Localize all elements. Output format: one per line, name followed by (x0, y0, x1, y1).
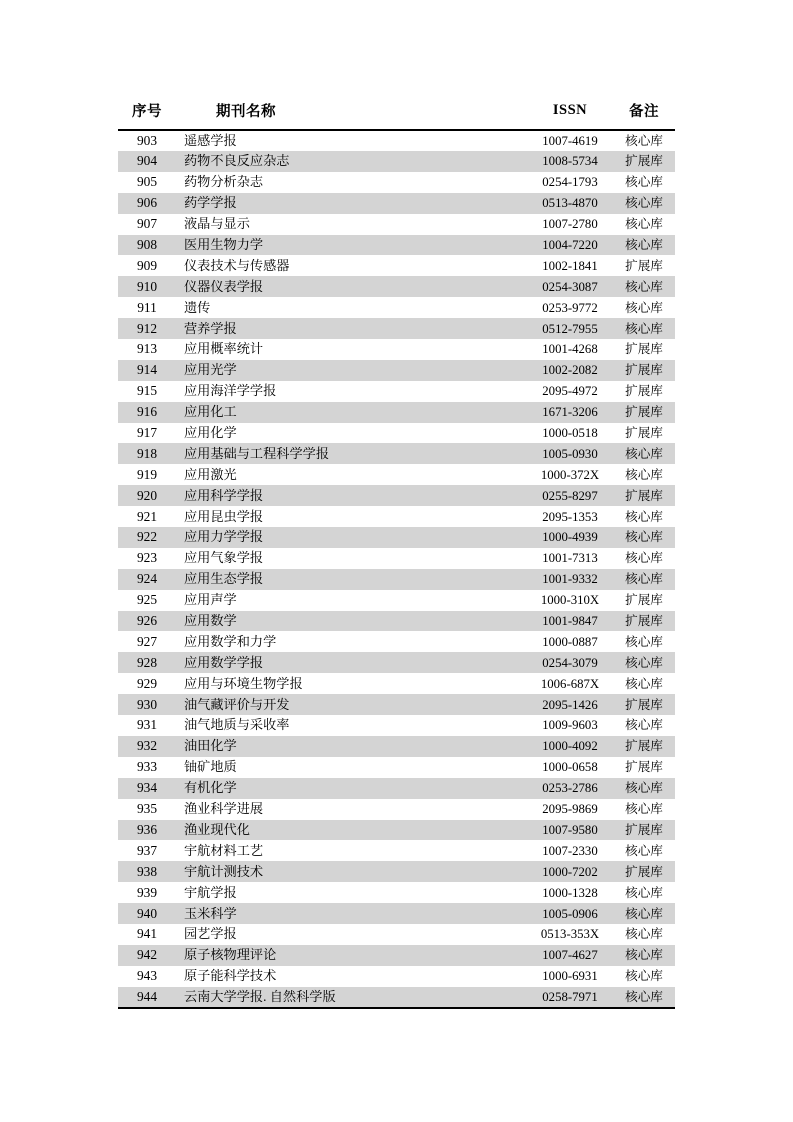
cell-issn: 1000-310X (540, 593, 600, 608)
cell-issn: 1001-7313 (542, 551, 598, 566)
cell-no: 936 (118, 820, 176, 841)
cell-note: 核心库 (625, 927, 663, 942)
table-row (118, 443, 675, 464)
table-row (118, 151, 675, 172)
cell-note: 核心库 (625, 509, 663, 524)
table-row (118, 590, 675, 611)
table-row (118, 339, 675, 360)
cell-no: 915 (136, 383, 158, 399)
cell-issn: 1008-5734 (527, 151, 613, 172)
cell-no: 908 (118, 235, 176, 256)
cell-issn: 1007-4619 (542, 134, 598, 148)
cell-no: 943 (136, 968, 158, 984)
cell-no: 941 (136, 926, 158, 942)
cell-name: 宇航计测技术 (176, 861, 527, 882)
cell-issn: 1000-0518 (542, 426, 598, 441)
cell-no: 916 (118, 402, 176, 423)
cell-name: 应用气象学报 (184, 550, 264, 566)
cell-note: 扩展库 (625, 342, 663, 357)
cell-note: 扩展库 (625, 384, 663, 399)
table-row (118, 757, 675, 778)
table-row (118, 569, 675, 590)
cell-no: 931 (136, 717, 158, 733)
cell-issn: 1001-4268 (542, 342, 598, 357)
cell-name: 应用海洋学学报 (184, 383, 277, 399)
cell-name: 渔业科学进展 (184, 801, 264, 817)
cell-issn: 1007-9580 (527, 820, 613, 841)
cell-note: 扩展库 (613, 402, 675, 423)
table-row (118, 506, 675, 527)
cell-issn: 1002-2082 (527, 360, 613, 381)
table-row (118, 945, 675, 966)
cell-no: 904 (118, 151, 176, 172)
cell-no: 937 (136, 842, 158, 858)
cell-no: 929 (136, 675, 158, 691)
cell-issn: 0254-3087 (527, 276, 613, 297)
table-row (118, 820, 675, 841)
cell-issn: 1000-7202 (527, 861, 613, 882)
column-header-note: 备注 (613, 96, 675, 130)
cell-no: 913 (136, 341, 158, 357)
cell-issn: 1000-6931 (542, 969, 598, 984)
cell-note: 扩展库 (613, 611, 675, 632)
cell-name: 药物不良反应杂志 (176, 151, 527, 172)
cell-no: 921 (136, 508, 158, 524)
cell-name: 应用数学和力学 (184, 633, 277, 649)
cell-no: 917 (136, 425, 158, 441)
cell-issn: 0253-9772 (542, 300, 598, 315)
cell-no: 911 (137, 299, 157, 315)
cell-no: 923 (136, 550, 158, 566)
cell-note: 扩展库 (613, 151, 675, 172)
cell-issn: 1002-1841 (542, 258, 598, 273)
cell-no: 918 (118, 443, 176, 464)
cell-note: 扩展库 (613, 736, 675, 757)
cell-issn: 1005-0930 (527, 443, 613, 464)
cell-no: 934 (118, 778, 176, 799)
table-row (118, 360, 675, 381)
table-row (118, 423, 675, 444)
table-row (118, 694, 675, 715)
cell-name: 仪器仪表学报 (176, 276, 527, 297)
table-row (118, 527, 675, 548)
cell-note: 核心库 (613, 903, 675, 924)
cell-name: 油气地质与采收率 (184, 717, 290, 733)
cell-issn: 1007-2330 (542, 843, 598, 858)
cell-issn: 0513-4870 (527, 193, 613, 214)
cell-name: 应用概率统计 (184, 341, 264, 357)
cell-name: 应用激光 (184, 466, 237, 482)
cell-issn: 0254-1793 (542, 175, 598, 190)
table-row (118, 924, 675, 945)
cell-note: 核心库 (613, 443, 675, 464)
cell-no: 925 (136, 592, 158, 608)
cell-no: 930 (118, 694, 176, 715)
table-row (118, 882, 675, 903)
column-header-issn: ISSN (527, 96, 613, 130)
cell-name: 云南大学学报. 自然科学版 (176, 987, 527, 1008)
cell-no: 939 (136, 884, 158, 900)
cell-no: 910 (118, 276, 176, 297)
table-row (118, 611, 675, 632)
cell-name: 宇航学报 (184, 884, 237, 900)
cell-no: 944 (118, 987, 176, 1008)
cell-no: 926 (118, 611, 176, 632)
cell-issn: 1001-9847 (527, 611, 613, 632)
cell-note: 核心库 (613, 987, 675, 1008)
cell-issn: 1000-4939 (527, 527, 613, 548)
cell-note: 扩展库 (625, 426, 663, 441)
table-body (118, 130, 675, 1008)
cell-issn: 1007-2780 (542, 217, 598, 232)
table-row (118, 778, 675, 799)
cell-note: 核心库 (625, 300, 663, 315)
cell-name: 油气藏评价与开发 (176, 694, 527, 715)
table-row (118, 631, 675, 652)
cell-no: 909 (136, 257, 158, 273)
table-row (118, 255, 675, 276)
cell-note: 核心库 (625, 718, 663, 733)
cell-no: 914 (118, 360, 176, 381)
journal-list-table (118, 96, 675, 1009)
cell-note: 核心库 (613, 276, 675, 297)
cell-issn: 1007-4627 (527, 945, 613, 966)
cell-issn: 1001-9332 (527, 569, 613, 590)
cell-no: 935 (136, 801, 158, 817)
cell-issn: 0255-8297 (527, 485, 613, 506)
table-row (118, 966, 675, 987)
cell-name: 玉米科学 (176, 903, 527, 924)
table-row (118, 673, 675, 694)
cell-name: 遥感学报 (184, 133, 237, 148)
cell-name: 铀矿地质 (184, 759, 237, 775)
cell-note: 核心库 (625, 175, 663, 190)
cell-note: 扩展库 (625, 760, 663, 775)
cell-issn: 1671-3206 (527, 402, 613, 423)
cell-issn: 1000-4092 (527, 736, 613, 757)
cell-name: 仪表技术与传感器 (184, 257, 290, 273)
table-row (118, 172, 675, 193)
cell-name: 宇航材料工艺 (184, 842, 264, 858)
cell-note: 核心库 (613, 778, 675, 799)
cell-note: 扩展库 (613, 820, 675, 841)
cell-note: 核心库 (613, 945, 675, 966)
cell-name: 应用力学学报 (176, 527, 527, 548)
cell-note: 核心库 (625, 217, 663, 232)
cell-no: 920 (118, 485, 176, 506)
cell-issn: 1005-0906 (527, 903, 613, 924)
cell-name: 药物分析杂志 (184, 174, 264, 190)
cell-name: 应用科学学报 (176, 485, 527, 506)
cell-issn: 2095-9869 (542, 802, 598, 817)
cell-no: 940 (118, 903, 176, 924)
cell-note: 扩展库 (613, 485, 675, 506)
cell-name: 园艺学报 (184, 926, 237, 942)
table-row (118, 402, 675, 423)
cell-issn: 0253-2786 (527, 778, 613, 799)
table-row (118, 130, 675, 151)
cell-name: 应用基础与工程科学学报 (176, 443, 527, 464)
table-header (118, 96, 675, 130)
cell-note: 核心库 (625, 134, 663, 148)
cell-name: 医用生物力学 (176, 235, 527, 256)
cell-name: 营养学报 (176, 318, 527, 339)
table-header-row (118, 96, 675, 130)
cell-note: 扩展库 (625, 258, 663, 273)
table-row (118, 214, 675, 235)
cell-name: 应用昆虫学报 (184, 508, 264, 524)
cell-issn: 2095-1426 (527, 694, 613, 715)
cell-note: 核心库 (625, 802, 663, 817)
cell-note: 核心库 (613, 193, 675, 214)
cell-note: 核心库 (625, 969, 663, 984)
cell-note: 核心库 (625, 676, 663, 691)
table-row (118, 861, 675, 882)
cell-issn: 0254-3079 (527, 652, 613, 673)
cell-issn: 1009-9603 (542, 718, 598, 733)
cell-name: 应用数学学报 (176, 652, 527, 673)
cell-no: 932 (118, 736, 176, 757)
cell-no: 903 (136, 133, 158, 148)
cell-issn: 1000-0658 (542, 760, 598, 775)
cell-name: 应用化工 (176, 402, 527, 423)
cell-note: 核心库 (613, 318, 675, 339)
cell-note: 扩展库 (613, 861, 675, 882)
table-row (118, 464, 675, 485)
cell-no: 928 (118, 652, 176, 673)
cell-no: 907 (136, 216, 158, 232)
cell-note: 扩展库 (613, 360, 675, 381)
cell-note: 核心库 (613, 527, 675, 548)
cell-issn: 1000-0887 (542, 634, 598, 649)
table-row (118, 276, 675, 297)
cell-no: 905 (136, 174, 158, 190)
table-row (118, 318, 675, 339)
cell-issn: 1000-372X (540, 467, 600, 482)
cell-no: 924 (118, 569, 176, 590)
cell-note: 核心库 (613, 652, 675, 673)
cell-note: 扩展库 (625, 593, 663, 608)
cell-no: 927 (136, 633, 158, 649)
table-row (118, 736, 675, 757)
cell-name: 遗传 (184, 299, 211, 315)
table-row (118, 903, 675, 924)
cell-name: 应用数学 (176, 611, 527, 632)
cell-no: 919 (136, 466, 158, 482)
cell-name: 液晶与显示 (184, 216, 250, 232)
cell-issn: 0258-7971 (527, 987, 613, 1008)
cell-name: 应用光学 (176, 360, 527, 381)
cell-issn: 1006-687X (540, 676, 600, 691)
table-row (118, 799, 675, 820)
table-row (118, 235, 675, 256)
cell-issn: 0512-7955 (527, 318, 613, 339)
table-row (118, 987, 675, 1008)
cell-note: 核心库 (613, 235, 675, 256)
cell-no: 912 (118, 318, 176, 339)
table-row (118, 381, 675, 402)
cell-name: 应用化学 (184, 425, 237, 441)
cell-no: 906 (118, 193, 176, 214)
table-row (118, 548, 675, 569)
cell-issn: 1004-7220 (527, 235, 613, 256)
cell-no: 938 (118, 861, 176, 882)
cell-name: 药学学报 (176, 193, 527, 214)
table-row (118, 652, 675, 673)
table-row (118, 193, 675, 214)
table-row (118, 485, 675, 506)
cell-issn: 0513-353X (540, 927, 600, 942)
table-row (118, 297, 675, 318)
cell-name: 油田化学 (176, 736, 527, 757)
table-row (118, 840, 675, 861)
column-header-no: 序号 (118, 96, 176, 130)
cell-name: 应用生态学报 (176, 569, 527, 590)
cell-note: 核心库 (625, 843, 663, 858)
column-header-name: 期刊名称 (176, 96, 527, 130)
cell-name: 原子能科学技术 (184, 968, 277, 984)
cell-issn: 1000-1328 (542, 885, 598, 900)
cell-note: 核心库 (625, 551, 663, 566)
cell-no: 933 (136, 759, 158, 775)
cell-name: 渔业现代化 (176, 820, 527, 841)
cell-name: 原子核物理评论 (176, 945, 527, 966)
cell-note: 核心库 (625, 634, 663, 649)
cell-note: 核心库 (613, 569, 675, 590)
cell-note: 核心库 (625, 885, 663, 900)
cell-issn: 2095-4972 (542, 384, 598, 399)
cell-note: 扩展库 (613, 694, 675, 715)
cell-note: 核心库 (625, 467, 663, 482)
table-row (118, 715, 675, 736)
cell-issn: 2095-1353 (542, 509, 598, 524)
cell-name: 有机化学 (176, 778, 527, 799)
cell-name: 应用声学 (184, 592, 237, 608)
cell-no: 942 (118, 945, 176, 966)
cell-name: 应用与环境生物学报 (184, 675, 303, 691)
cell-no: 922 (118, 527, 176, 548)
